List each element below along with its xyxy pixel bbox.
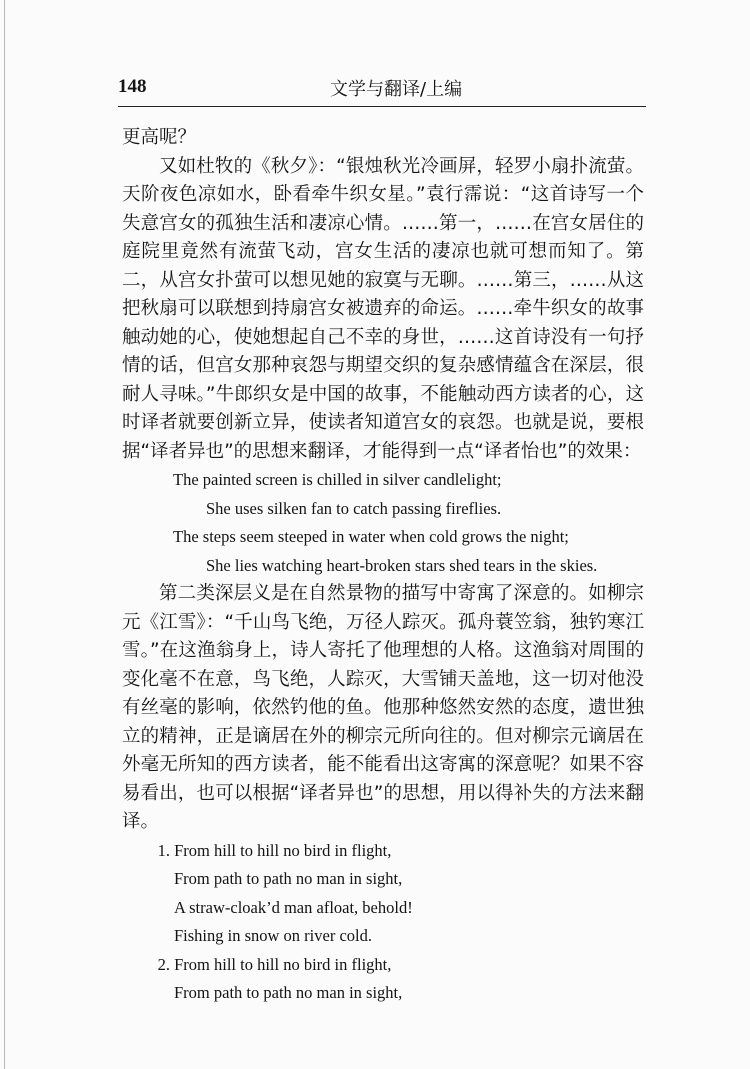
running-title: 文学与翻译/上编 [330, 79, 463, 100]
poem-line: Fishing in snow on river cold. [174, 926, 372, 945]
verse-translation-qiuxi [122, 466, 644, 580]
poem-line: A straw-cloak’d man afloat, behold! [174, 897, 413, 917]
translation-number: 2. [157, 954, 170, 974]
poem-line: From path to path no man in sight, [174, 869, 403, 888]
poem-line: From path to path no man in sight, [174, 983, 403, 1002]
page-number: 148 [118, 76, 147, 97]
paragraph-qiuxi: 又如杜牧的《秋夕》：“银烛秋光冷画屏，轻罗小扇扑流萤。天阶夜色凉如水，卧看牵牛织女星。”袁行霈说：“这首诗写一个失意宫女的孤独生活和凄凉心情。……第一，……在宫女居住的庭院里竟然有流萤飞动，宫女生活的凄凉也就可想而知了。第二，从宫女扑萤可以想见她的寂寞与无聊。……第三，……从这把秋扇可以联想到持扇宫女被遗弃的命运。……牵牛织女的故事触动她的心，使她想起自己不幸的身世，……这首诗没有一句抒情的话，但宫女那种哀怨与期望交织的复杂感情蕴含在深层，很耐人寻味。”牛郎织女是中国的故事，不能触动西方读者的心，这时译者就要创新立异，使读者知道宫女的哀怨。也就是说，要根据“译者异也”的思想来翻译，才能得到一点“译者怡也”的效果： [122, 155, 644, 462]
verse-line: She uses silken fan to catch passing fireflies. [206, 498, 502, 518]
page-header [118, 74, 644, 104]
translation-two [122, 951, 644, 1008]
header-rule [118, 106, 646, 107]
poem-line [122, 951, 644, 980]
translation-number: 1. [157, 840, 170, 860]
page-edge-line [4, 0, 5, 1069]
verse-line: She lies watching heart-broken stars shed tears in the skies. [206, 555, 598, 575]
poem-line [122, 837, 644, 866]
body-text [122, 124, 644, 1008]
verse-line: The painted screen is chilled in silver candlelight; [173, 470, 502, 489]
paragraph-jiangxue: 第二类深层义是在自然景物的描写中寄寓了深意的。如柳宗元《江雪》：“千山鸟飞绝，万径人踪灭。孤舟蓑笠翁，独钓寒江雪。”在这渔翁身上，诗人寄托了他理想的人格。这渔翁对周围的变化毫不在意，鸟飞绝，人踪灭，大雪铺天盖地，这一切对他没有丝毫的影响，依然钓他的鱼。他那种悠然安然的态度，遗世独立的精神，正是谪居在外的柳宗元所向往的。但对柳宗元谪居在外毫无所知的西方读者，能不能看出这寄寓的深意呢？如果不容易看出，也可以根据“译者异也”的思想，用以得补失的方法来翻译。 [122, 583, 644, 832]
poem-line-text: From hill to hill no bird in flight, [174, 954, 392, 974]
verse-line: The steps seem steeped in water when cold grows the night; [173, 527, 569, 546]
paragraph-continuation: 更高呢？ [122, 127, 197, 148]
translation-one [122, 837, 644, 951]
poem-line-text: From hill to hill no bird in flight, [174, 840, 392, 860]
